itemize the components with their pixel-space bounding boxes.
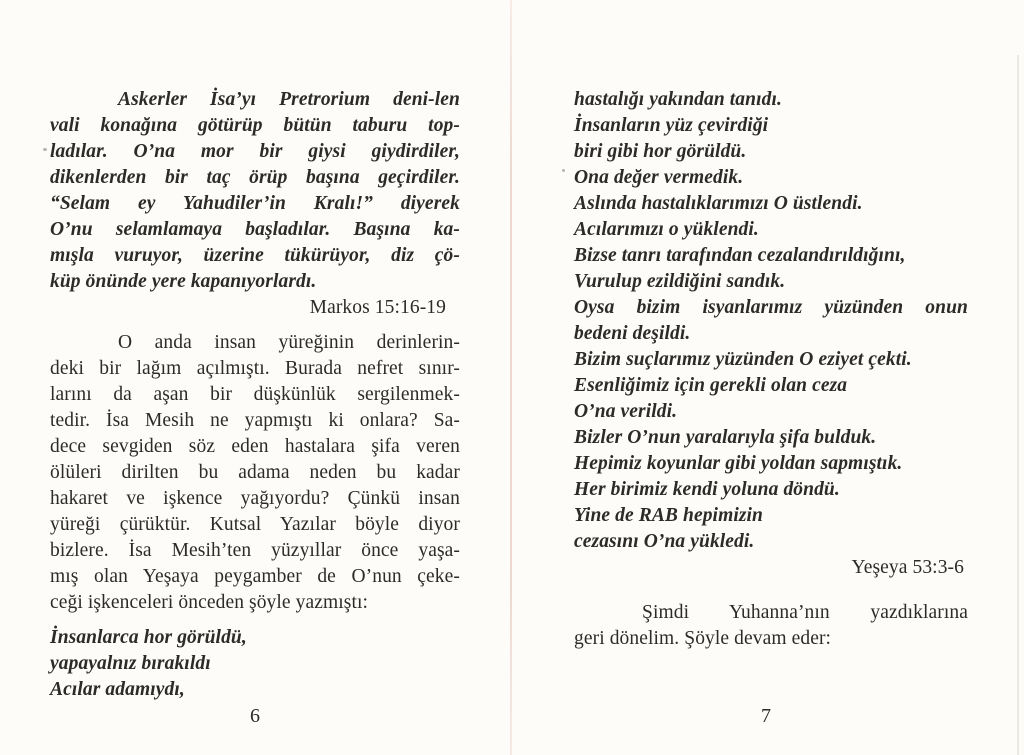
text-line: bedeni deşildi.: [574, 323, 691, 344]
text-line: Vurulup ezildiğini sandık.: [574, 271, 786, 292]
text-line: yüreği çürüktür. Kutsal Yazılar böyle diyor: [50, 514, 460, 535]
text-line: Aslında hastalıklarımızı O üstlendi.: [574, 193, 863, 214]
text-line: O’nu selamlamaya başladılar. Başına ka-: [50, 219, 460, 240]
text-line: ölüleri dirilten bu adama neden bu kadar: [50, 462, 460, 483]
text-line: ceği işkenceleri önceden şöyle yazmıştı:: [50, 592, 369, 613]
text-line: Her birimiz kendi yoluna döndü.: [574, 479, 840, 500]
text-line: dece sevgiden söz eden hastalara şifa veren: [50, 436, 460, 457]
text-line: ladılar. O’na mor bir giysi giydirdiler,: [50, 141, 460, 162]
page-number-right: 7: [761, 705, 771, 727]
text-line: hastalığı yakından tanıdı.: [574, 89, 782, 110]
page-right: [574, 87, 968, 727]
scan-speck: [562, 169, 565, 172]
text-line: küp önünde yere kapanıyorlardı.: [50, 271, 317, 292]
text-line: İnsanların yüz çevirdiği: [574, 115, 769, 136]
page-left-text: [50, 87, 460, 703]
text-line: mış olan Yeşaya peygamber de O’nun çeke-: [50, 566, 460, 587]
quote-block: [50, 87, 460, 295]
text-line: Ona değer vermedik.: [574, 167, 744, 188]
text-line: geri dönelim. Şöyle devam eder:: [574, 628, 832, 649]
body-block: [574, 600, 968, 652]
citation-block: [50, 295, 460, 321]
text-line: Askerler İsa’yı Pretrorium deni-len: [118, 89, 460, 110]
text-line: Bizler O’nun yaralarıyla şifa bulduk.: [574, 427, 877, 448]
text-line: larını da aşan bir düşkünlük sergilenmek-: [50, 384, 460, 405]
text-line: Oysa bizim isyanlarımız yüzünden onun: [574, 297, 968, 318]
text-line: yapayalnız bırakıldı: [50, 653, 211, 674]
citation-line: Yeşeya 53:3-6: [851, 557, 964, 578]
text-line: deki bir lağım açılmıştı. Burada nefret sınır-: [50, 358, 460, 379]
body-block: [50, 330, 460, 616]
text-line: Yine de RAB hepimizin: [574, 505, 764, 526]
scan-speck: [43, 148, 47, 151]
poem-block: [574, 87, 968, 555]
text-line: cezasını O’na yükledi.: [574, 531, 755, 552]
text-line: bizlere. İsa Mesih’ten yüzyıllar önce yaşa-: [50, 540, 460, 561]
page-right-text: [574, 87, 968, 652]
text-line: O’na verildi.: [574, 401, 678, 422]
page-number-left: 6: [250, 705, 260, 727]
right-page-edge: [1017, 55, 1019, 755]
page-gutter-fold: [510, 0, 512, 755]
poem-block: [50, 625, 460, 703]
text-line: Şimdi Yuhanna’nın yazdıklarına: [642, 602, 968, 623]
text-line: vali konağına götürüp bütün taburu top-: [50, 115, 460, 136]
text-line: Hepimiz koyunlar gibi yoldan sapmıştık.: [574, 453, 903, 474]
text-line: Acılar adamıydı,: [50, 679, 185, 700]
text-line: tedir. İsa Mesih ne yapmıştı ki onlara? Sa-: [50, 410, 460, 431]
citation-block: [574, 555, 968, 581]
text-line: Esenliğimiz için gerekli olan ceza: [574, 375, 848, 396]
text-line: dikenlerden bir taç örüp başına geçirdiler.: [50, 167, 460, 188]
text-line: “Selam ey Yahudiler’in Kralı!” diyerek: [50, 193, 460, 214]
citation-line: Markos 15:16-19: [309, 297, 446, 318]
text-line: Bizim suçlarımız yüzünden O eziyet çekti.: [574, 349, 912, 370]
text-line: hakaret ve işkence yağıyordu? Çünkü insan: [50, 488, 460, 509]
text-line: Bizse tanrı tarafından cezalandırıldığını,: [574, 245, 906, 266]
page-left: [50, 87, 460, 727]
text-line: biri gibi hor görüldü.: [574, 141, 747, 162]
text-line: Acılarımızı o yüklendi.: [574, 219, 759, 240]
text-line: O anda insan yüreğinin derinlerin-: [118, 332, 460, 353]
text-line: İnsanlarca hor görüldü,: [50, 627, 247, 648]
text-line: mışla vuruyor, üzerine tükürüyor, diz çö-: [50, 245, 460, 266]
